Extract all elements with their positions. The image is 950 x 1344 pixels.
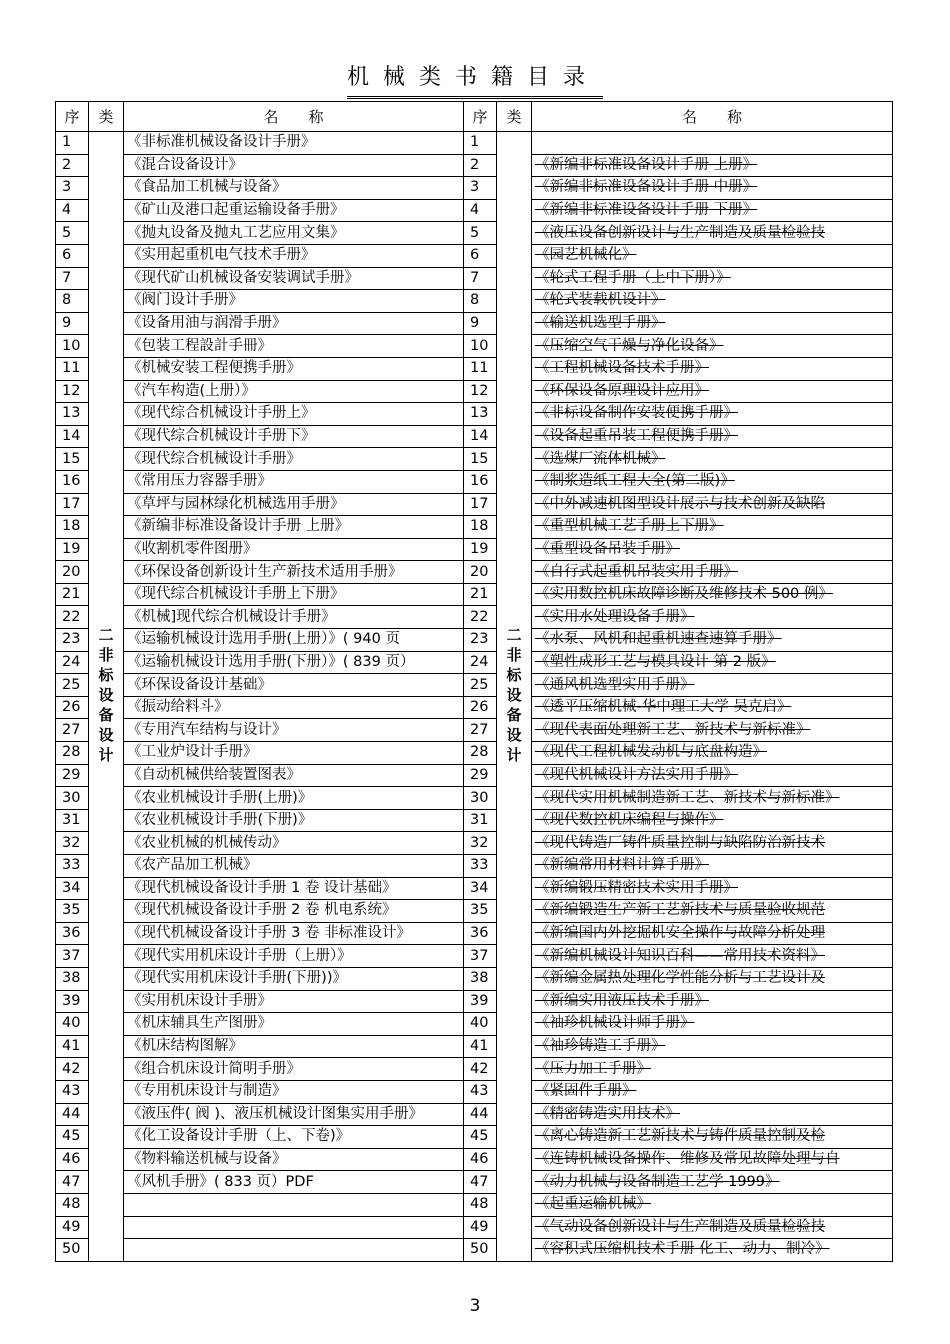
book-title: 《运输机械设计选用手册(下册）》( 839 页） <box>124 651 464 674</box>
row-number: 36 <box>56 922 89 945</box>
row-number: 14 <box>56 425 89 448</box>
book-title <box>124 1193 464 1216</box>
row-number-right: 11 <box>464 357 497 380</box>
book-title-right: 《起重运输机械》 <box>532 1193 893 1216</box>
book-title-right: 《塑性成形工艺与模具设计 第 2 版》 <box>532 651 893 674</box>
book-title: 《农业机械设计手册(下册)》 <box>124 809 464 832</box>
book-title-right: 《压力加工手册》 <box>532 1058 893 1081</box>
header-no: 序 <box>56 102 89 132</box>
book-title: 《收割机零件图册》 <box>124 538 464 561</box>
book-title-right: 《制浆造纸工程大全(第二版)》 <box>532 470 893 493</box>
row-number: 48 <box>56 1193 89 1216</box>
row-number-right: 21 <box>464 583 497 606</box>
row-number-right: 41 <box>464 1035 497 1058</box>
table-row <box>56 380 893 403</box>
table-row <box>56 696 893 719</box>
book-title: 《化工设备设计手册（上、下卷)》 <box>124 1126 464 1149</box>
table-row <box>56 154 893 177</box>
row-number-right: 44 <box>464 1103 497 1126</box>
row-number-right: 7 <box>464 267 497 290</box>
row-number-right: 40 <box>464 1013 497 1036</box>
row-number-right: 36 <box>464 922 497 945</box>
row-number: 7 <box>56 267 89 290</box>
category-cell <box>89 132 124 1262</box>
row-number: 5 <box>56 222 89 245</box>
row-number: 39 <box>56 990 89 1013</box>
book-title-right: 《工程机械设备技术手册》 <box>532 357 893 380</box>
row-number: 6 <box>56 244 89 267</box>
category-cell-right <box>497 132 532 1262</box>
book-title: 《液压件( 阀 )、液压机械设计图集实用手册》 <box>124 1103 464 1126</box>
table-row <box>56 222 893 245</box>
table-row <box>56 1103 893 1126</box>
book-title: 《组合机床设计简明手册》 <box>124 1058 464 1081</box>
table-row <box>56 922 893 945</box>
book-title-right: 《园艺机械化》 <box>532 244 893 267</box>
row-number: 43 <box>56 1080 89 1103</box>
row-number-right: 1 <box>464 132 497 155</box>
table-row <box>56 629 893 652</box>
book-title-right: 《现代实用机械制造新工艺、新技术与新标准》 <box>532 787 893 810</box>
table-row <box>56 1035 893 1058</box>
table-row <box>56 651 893 674</box>
header-no-right: 序 <box>464 102 497 132</box>
row-number-right: 22 <box>464 606 497 629</box>
book-title: 《环保设备创新设计生产新技术适用手册》 <box>124 561 464 584</box>
book-title: 《农产品加工机械》 <box>124 855 464 878</box>
book-title-right: 《容积式压缩机技术手册 化工、动力、制冷》 <box>532 1239 893 1262</box>
book-title-right: 《动力机械与设备制造工艺学 1999》 <box>532 1171 893 1194</box>
book-title-right: 《新编非标准设备设计手册 中册》 <box>532 177 893 200</box>
row-number-right: 43 <box>464 1080 497 1103</box>
row-number-right: 48 <box>464 1193 497 1216</box>
row-number-right: 39 <box>464 990 497 1013</box>
book-title: 《自动机械供给装置图表》 <box>124 764 464 787</box>
table-row <box>56 787 893 810</box>
table-row <box>56 312 893 335</box>
book-title-right: 《轮式工程手册（上中下册）》 <box>532 267 893 290</box>
book-title: 《专用汽车结构与设计》 <box>124 719 464 742</box>
row-number-right: 24 <box>464 651 497 674</box>
row-number-right: 9 <box>464 312 497 335</box>
table-row <box>56 1239 893 1262</box>
row-number: 16 <box>56 470 89 493</box>
table-row <box>56 132 893 155</box>
book-title-right: 《透平压缩机械-华中理工大学 吴克启》 <box>532 696 893 719</box>
book-title-right: 《压缩空气干燥与净化设备》 <box>532 335 893 358</box>
row-number: 20 <box>56 561 89 584</box>
book-title-right: 《新编机械设计知识百科——常用技术资料》 <box>532 945 893 968</box>
row-number: 17 <box>56 493 89 516</box>
book-title: 《现代机械设备设计手册 1 卷 设计基础》 <box>124 877 464 900</box>
row-number-right: 23 <box>464 629 497 652</box>
book-title-right: 《水泵、风机和起重机速查速算手册》 <box>532 629 893 652</box>
book-title: 《现代综合机械设计手册》 <box>124 448 464 471</box>
header-class: 类 <box>89 102 124 132</box>
row-number-right: 42 <box>464 1058 497 1081</box>
book-title-right: 《液压设备创新设计与生产制造及质量检验技 <box>532 222 893 245</box>
table-row <box>56 1216 893 1239</box>
row-number-right: 19 <box>464 538 497 561</box>
table-row <box>56 267 893 290</box>
book-title: 《振动给料斗》 <box>124 696 464 719</box>
row-number-right: 32 <box>464 832 497 855</box>
row-number: 26 <box>56 696 89 719</box>
row-number: 10 <box>56 335 89 358</box>
row-number-right: 33 <box>464 855 497 878</box>
row-number-right: 37 <box>464 945 497 968</box>
table-row <box>56 516 893 539</box>
table-row <box>56 1148 893 1171</box>
book-title: 《非标准机械设备设计手册》 <box>124 132 464 155</box>
row-number-right: 26 <box>464 696 497 719</box>
row-number: 28 <box>56 742 89 765</box>
row-number: 49 <box>56 1216 89 1239</box>
row-number: 45 <box>56 1126 89 1149</box>
book-title-right: 《紧固件手册》 <box>532 1080 893 1103</box>
table-row <box>56 719 893 742</box>
row-number-right: 35 <box>464 900 497 923</box>
book-title-right: 《新编锻造生产新工艺新技术与质量验收规范 <box>532 900 893 923</box>
book-title: 《现代综合机械设计手册下》 <box>124 425 464 448</box>
book-title: 《实用起重机电气技术手册》 <box>124 244 464 267</box>
row-number: 35 <box>56 900 89 923</box>
table-row <box>56 177 893 200</box>
table-row <box>56 764 893 787</box>
row-number-right: 5 <box>464 222 497 245</box>
book-title-right: 《新编非标准设备设计手册 上册》 <box>532 154 893 177</box>
row-number-right: 27 <box>464 719 497 742</box>
book-title: 《机械安装工程便携手册》 <box>124 357 464 380</box>
book-title: 《机床辅具生产图册》 <box>124 1013 464 1036</box>
book-title-right: 《实用数控机床故障诊断及维修技术 500 例》 <box>532 583 893 606</box>
book-title: 《农业机械的机械传动》 <box>124 832 464 855</box>
book-title-right: 《现代数控机床编程与操作》 <box>532 809 893 832</box>
table-row <box>56 606 893 629</box>
row-number: 46 <box>56 1148 89 1171</box>
book-title-right: 《新编实用液压技术手册》 <box>532 990 893 1013</box>
row-number-right: 34 <box>464 877 497 900</box>
row-number-right: 28 <box>464 742 497 765</box>
book-title-right: 《选煤厂流体机械》 <box>532 448 893 471</box>
table-row <box>56 561 893 584</box>
book-title: 《农业机械设计手册(上册)》 <box>124 787 464 810</box>
table-row <box>56 199 893 222</box>
book-title-right <box>532 132 893 155</box>
row-number: 31 <box>56 809 89 832</box>
book-title-right: 《设备起重吊装工程便携手册》 <box>532 425 893 448</box>
book-title: 《草坪与园林绿化机械选用手册》 <box>124 493 464 516</box>
book-title-right: 《连铸机械设备操作、维修及常见故障处理与自 <box>532 1148 893 1171</box>
category-label-right: 二非标设备设计 <box>506 626 522 765</box>
book-title-right: 《新编常用材料计算手册》 <box>532 855 893 878</box>
category-label: 二非标设备设计 <box>98 626 114 765</box>
row-number-right: 49 <box>464 1216 497 1239</box>
table-row <box>56 335 893 358</box>
book-title: 《现代机械设备设计手册 3 卷 非标准设计》 <box>124 922 464 945</box>
page-number: 3 <box>469 1296 481 1316</box>
book-title: 《设备用油与润滑手册》 <box>124 312 464 335</box>
book-title: 《矿山及港口起重运输设备手册》 <box>124 199 464 222</box>
row-number: 42 <box>56 1058 89 1081</box>
row-number-right: 3 <box>464 177 497 200</box>
book-title-right: 《新编金属热处理化学性能分析与工艺设计及 <box>532 967 893 990</box>
row-number: 4 <box>56 199 89 222</box>
header-name-right: 名 称 <box>532 102 893 132</box>
book-title-right: 《中外减速机图型设计展示与技术创新及缺陷 <box>532 493 893 516</box>
table-row <box>56 244 893 267</box>
table-row <box>56 1193 893 1216</box>
row-number-right: 8 <box>464 290 497 313</box>
table-row <box>56 855 893 878</box>
book-title: 《包装工程設計手冊》 <box>124 335 464 358</box>
row-number: 12 <box>56 380 89 403</box>
table-row <box>56 900 893 923</box>
book-title-right: 《实用水处理设备手册》 <box>532 606 893 629</box>
book-title-right: 《通风机选型实用手册》 <box>532 674 893 697</box>
table-row <box>56 448 893 471</box>
row-number: 33 <box>56 855 89 878</box>
book-title: 《现代综合机械设计手册上》 <box>124 403 464 426</box>
row-number-right: 20 <box>464 561 497 584</box>
row-number-right: 16 <box>464 470 497 493</box>
row-number: 22 <box>56 606 89 629</box>
book-title: 《混合设备设计》 <box>124 154 464 177</box>
book-title: 《抛丸设备及抛丸工艺应用文集》 <box>124 222 464 245</box>
row-number: 11 <box>56 357 89 380</box>
row-number-right: 45 <box>464 1126 497 1149</box>
table-row <box>56 990 893 1013</box>
row-number: 1 <box>56 132 89 155</box>
row-number-right: 12 <box>464 380 497 403</box>
book-title: 《现代实用机床设计手册（上册）》 <box>124 945 464 968</box>
row-number: 19 <box>56 538 89 561</box>
book-title: 《专用机床设计与制造》 <box>124 1080 464 1103</box>
row-number: 38 <box>56 967 89 990</box>
book-title: 《新编非标准设备设计手册 上册》 <box>124 516 464 539</box>
book-title: 《环保设备设计基础》 <box>124 674 464 697</box>
table-row <box>56 1013 893 1036</box>
table-row <box>56 832 893 855</box>
header-class-right: 类 <box>497 102 532 132</box>
row-number-right: 29 <box>464 764 497 787</box>
book-title: 《现代综合机械设计手册上下册》 <box>124 583 464 606</box>
row-number: 21 <box>56 583 89 606</box>
table-row <box>56 538 893 561</box>
book-title <box>124 1216 464 1239</box>
book-title: 《物料输送机械与设备》 <box>124 1148 464 1171</box>
book-title: 《阀门设计手册》 <box>124 290 464 313</box>
book-title-right: 《离心铸造新工艺新技术与铸件质量控制及检 <box>532 1126 893 1149</box>
row-number-right: 47 <box>464 1171 497 1194</box>
row-number: 32 <box>56 832 89 855</box>
book-title-right: 《重型设备吊装手册》 <box>532 538 893 561</box>
row-number-right: 15 <box>464 448 497 471</box>
row-number-right: 17 <box>464 493 497 516</box>
row-number-right: 18 <box>464 516 497 539</box>
table-row <box>56 470 893 493</box>
book-title: 《运输机械设计选用手册(上册）》( 940 页 <box>124 629 464 652</box>
row-number: 41 <box>56 1035 89 1058</box>
row-number: 47 <box>56 1171 89 1194</box>
book-title: 《机械]现代综合机械设计手册》 <box>124 606 464 629</box>
row-number: 44 <box>56 1103 89 1126</box>
book-title-right: 《非标设备制作安装便携手册》 <box>532 403 893 426</box>
table-row <box>56 583 893 606</box>
book-title-right: 《轮式装载机设计》 <box>532 290 893 313</box>
row-number-right: 31 <box>464 809 497 832</box>
table-row <box>56 1058 893 1081</box>
book-title: 《现代矿山机械设备安装调试手册》 <box>124 267 464 290</box>
table-row <box>56 967 893 990</box>
header-name: 名 称 <box>124 102 464 132</box>
row-number-right: 25 <box>464 674 497 697</box>
row-number-right: 14 <box>464 425 497 448</box>
book-title: 《现代实用机床设计手册(下册))》 <box>124 967 464 990</box>
book-title-right: 《现代表面处理新工艺、新技术与新标准》 <box>532 719 893 742</box>
book-title-right: 《气动设备创新设计与生产制造及质量检验技 <box>532 1216 893 1239</box>
row-number: 13 <box>56 403 89 426</box>
row-number: 50 <box>56 1239 89 1262</box>
row-number: 37 <box>56 945 89 968</box>
table-row <box>56 403 893 426</box>
table-row <box>56 425 893 448</box>
book-title: 《机床结构图解》 <box>124 1035 464 1058</box>
table-row <box>56 357 893 380</box>
row-number-right: 6 <box>464 244 497 267</box>
table-row <box>56 674 893 697</box>
row-number-right: 13 <box>464 403 497 426</box>
row-number: 40 <box>56 1013 89 1036</box>
table-row <box>56 1126 893 1149</box>
row-number: 30 <box>56 787 89 810</box>
book-title-right: 《新编国内外挖掘机安全操作与故障分析处理 <box>532 922 893 945</box>
row-number: 29 <box>56 764 89 787</box>
catalog-table <box>55 101 893 1262</box>
book-title: 《汽车构造(上册）》 <box>124 380 464 403</box>
book-title-right: 《输送机选型手册》 <box>532 312 893 335</box>
row-number: 27 <box>56 719 89 742</box>
book-title-right: 《袖珍机械设计师手册》 <box>532 1013 893 1036</box>
row-number-right: 2 <box>464 154 497 177</box>
row-number: 9 <box>56 312 89 335</box>
book-title-right: 《新编非标准设备设计手册 下册》 <box>532 199 893 222</box>
header-row <box>56 102 893 132</box>
row-number: 25 <box>56 674 89 697</box>
row-number: 34 <box>56 877 89 900</box>
table-row <box>56 809 893 832</box>
row-number: 24 <box>56 651 89 674</box>
book-title: 《实用机床设计手册》 <box>124 990 464 1013</box>
page-title: 机械类书籍目录 <box>347 64 603 99</box>
table-row <box>56 945 893 968</box>
book-title <box>124 1239 464 1262</box>
book-title: 《食品加工机械与设备》 <box>124 177 464 200</box>
book-title: 《工业炉设计手册》 <box>124 742 464 765</box>
book-title: 《风机手册》( 833 页）PDF <box>124 1171 464 1194</box>
table-row <box>56 290 893 313</box>
book-title-right: 《自行式起重机吊装实用手册》 <box>532 561 893 584</box>
row-number: 3 <box>56 177 89 200</box>
row-number-right: 50 <box>464 1239 497 1262</box>
row-number-right: 46 <box>464 1148 497 1171</box>
book-title-right: 《环保设备原理设计应用》 <box>532 380 893 403</box>
book-title: 《现代机械设备设计手册 2 卷 机电系统》 <box>124 900 464 923</box>
table-row <box>56 493 893 516</box>
row-number-right: 10 <box>464 335 497 358</box>
table-row <box>56 877 893 900</box>
book-title-right: 《精密铸造实用技术》 <box>532 1103 893 1126</box>
row-number-right: 4 <box>464 199 497 222</box>
row-number-right: 30 <box>464 787 497 810</box>
book-title-right: 《现代机械设计方法实用手册》 <box>532 764 893 787</box>
row-number: 2 <box>56 154 89 177</box>
book-title-right: 《袖珍铸造工手册》 <box>532 1035 893 1058</box>
book-title: 《常用压力容器手册》 <box>124 470 464 493</box>
table-row <box>56 1171 893 1194</box>
book-title-right: 《重型机械工艺手册上下册》 <box>532 516 893 539</box>
row-number: 15 <box>56 448 89 471</box>
book-title-right: 《现代工程机械发动机与底盘构造》 <box>532 742 893 765</box>
row-number-right: 38 <box>464 967 497 990</box>
table-row <box>56 742 893 765</box>
book-title-right: 《现代铸造厂铸件质量控制与缺陷防治新技术 <box>532 832 893 855</box>
row-number: 23 <box>56 629 89 652</box>
row-number: 8 <box>56 290 89 313</box>
book-title-right: 《新编锻压精密技术实用手册》 <box>532 877 893 900</box>
row-number: 18 <box>56 516 89 539</box>
table-row <box>56 1080 893 1103</box>
